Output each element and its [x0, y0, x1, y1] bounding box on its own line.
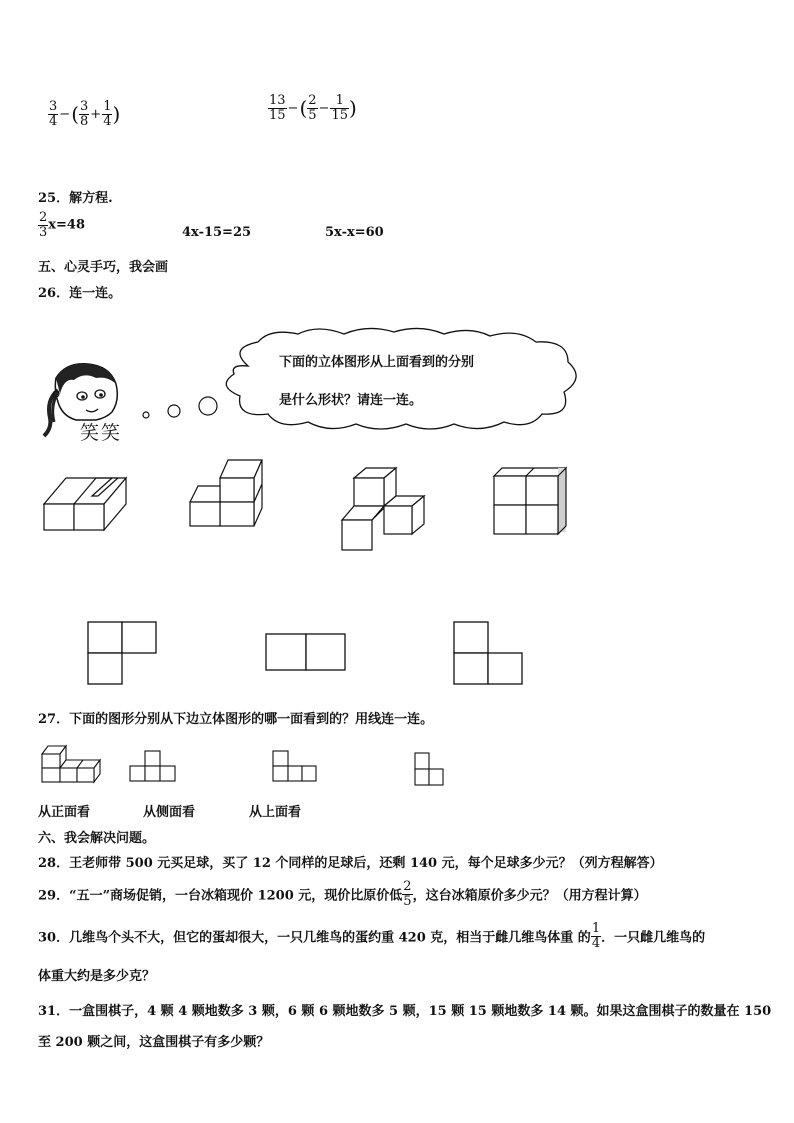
fraction: $\frac{1}{15}$ [331, 93, 348, 123]
solid-figure-2[interactable] [186, 456, 266, 532]
fraction: $\frac{2}{5}$ [308, 93, 317, 123]
top-view-2[interactable] [264, 632, 348, 672]
q31-text-line-1: 31．一盒围棋子，4 颗 4 颗地数多 3 颗，6 颗 6 颗地数多 5 颗，15 颗 15 颗地数多 14 颗。如果这盒围棋子的数量在 150 [38, 1004, 772, 1019]
fraction: $\frac{2}{5}$ [403, 879, 412, 909]
q25-equation-2: 4x-15=25 [182, 225, 252, 240]
label-top-view: 从上面看 [249, 805, 302, 820]
q30-text: 30．几维鸟个头不大，但它的蛋却很大，一只几维鸟的蛋约重 420 克，相当于雌几维鸟体重 的 $\frac{1}{4}$ ．一只雌几维鸟的 [38, 921, 706, 951]
q27-title: 27．下面的图形分别从下边立体图形的哪一面看到的？用线连一连。 [38, 712, 434, 727]
label-front-view: 从正面看 [38, 805, 91, 820]
q27-solid[interactable] [38, 742, 104, 784]
q31-text-line-2: 至 200 颗之间，这盒围棋子有多少颗？ [38, 1035, 270, 1050]
expression-2: $\frac{13}{15}$ −( $\frac{2}{5}$ − $\frac{1}{15}$ ) [269, 93, 357, 123]
q25-title: 25．解方程. [38, 191, 113, 206]
fraction: $\frac{3}{8}$ [80, 99, 89, 129]
label-side-view: 从侧面看 [143, 805, 196, 820]
solid-figure-1[interactable] [40, 474, 130, 534]
solid-figure-4[interactable] [490, 464, 570, 538]
q26-title: 26．连一连。 [38, 286, 122, 301]
thought-dots [140, 395, 220, 425]
girl-name: 笑笑 [80, 422, 123, 444]
solid-figure-3[interactable] [336, 462, 430, 554]
expression-1: $\frac{3}{4}$ −( $\frac{3}{8}$ + $\frac{1}{4}$ ) [49, 99, 121, 129]
q28-text: 28．王老师带 500 元买足球，买了 12 个同样的足球后，还剩 140 元，每个足球多少元？（列方程解答） [38, 856, 663, 871]
q27-view-3[interactable] [412, 750, 448, 788]
fraction: $\frac{1}{4}$ [103, 99, 112, 129]
q25-equation-3: 5x-x=60 [325, 225, 384, 240]
q27-view-1[interactable] [128, 748, 178, 784]
fraction: $\frac{13}{15}$ [269, 93, 286, 123]
fraction: $\frac{1}{4}$ [591, 921, 601, 951]
section-5-title: 五、心灵手巧，我会画 [38, 260, 169, 275]
bubble-text-line-2: 是什么形状？请连一连。 [279, 393, 423, 408]
top-view-3[interactable] [452, 620, 526, 686]
q25-equation-1: $\frac{2}{3}$ x=48 [39, 210, 86, 240]
top-view-1[interactable] [86, 620, 158, 686]
bubble-text-line-1: 下面的立体图形从上面看到的分别 [279, 355, 475, 370]
thought-bubble [218, 326, 584, 434]
section-6-title: 六、我会解决问题。 [38, 831, 156, 846]
q30-text-line-2: 体重大约是多少克？ [38, 969, 156, 984]
q29-text: 29．“五一”商场促销，一台冰箱现价 1200 元，现价比原价低 $\frac{2}{5}$ ，这台冰箱原价多少元？（用方程计算） [38, 879, 647, 909]
q27-view-2[interactable] [270, 748, 320, 784]
fraction: $\frac{3}{4}$ [49, 99, 58, 129]
